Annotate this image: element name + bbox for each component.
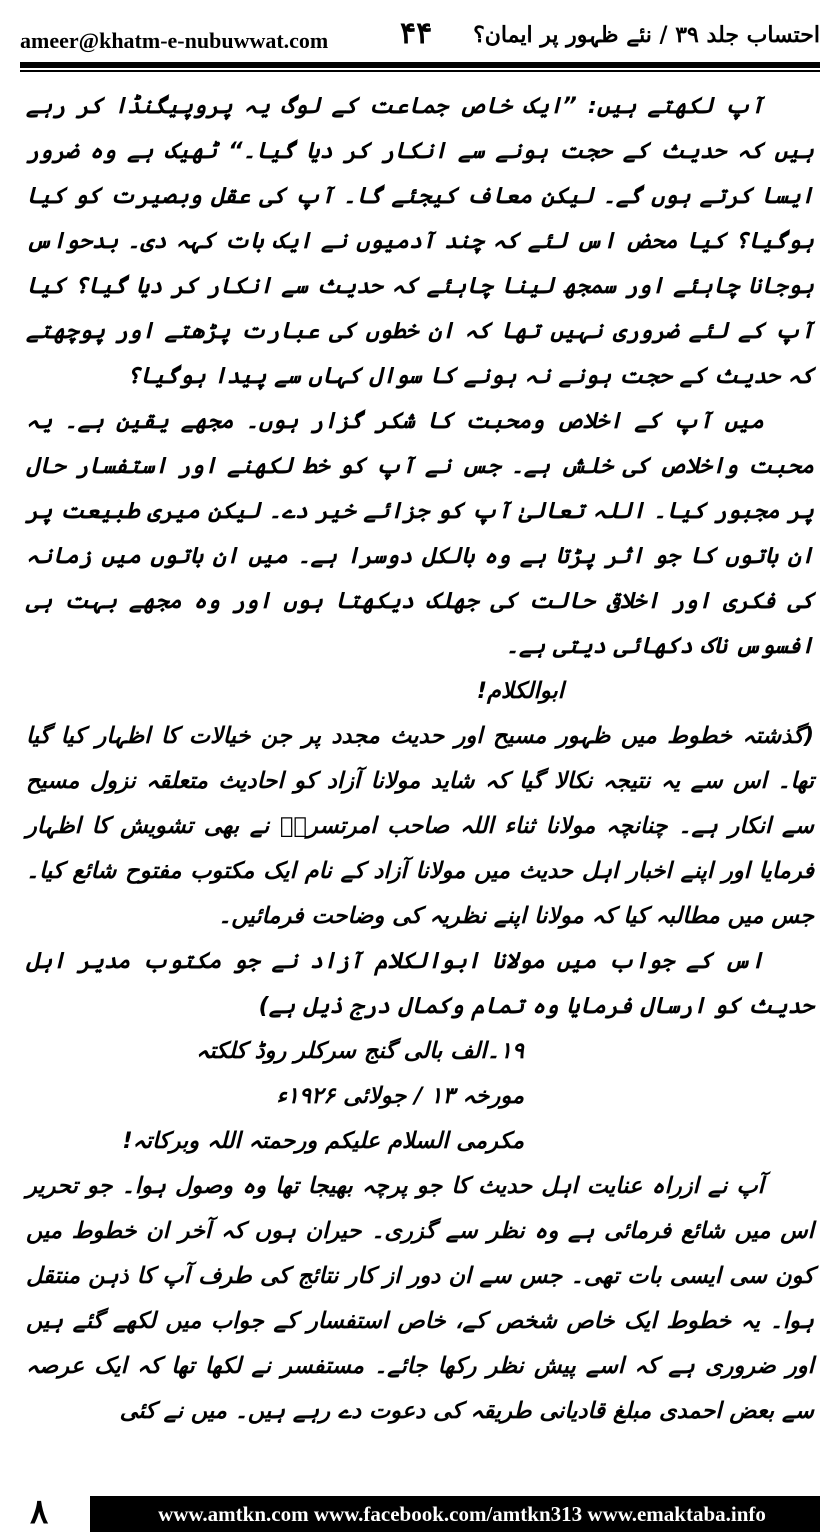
footer-page-number: ۸ [30, 1493, 49, 1531]
bracket-paragraph: (گذشتہ خطوط میں ظہور مسیح اور حدیث مجدد پر جن خیالات کا اظہار کیا گیا تھا۔ اس سے یہ نتیجہ نکالا گیا کہ شاید مولانا آزاد کو احادیث متعلقہ نزول مسیح سے انکار ہے۔ چنانچہ مولانا ثناء اللہ صاحب امرتسریؒ نے بھی تشویش کا اظہار فرمایا اور اپنے اخبار اہل حدیث میں مولانا آزاد کے نام ایک مکتوب مفتوح شائع کیا۔ جس میں مطالبہ کیا کہ مولانا اپنے نظریہ کی وضاحت فرمائیں۔ [26, 723, 814, 929]
header-rule-thick [20, 62, 820, 68]
final-paragraph: آپ نے ازراہ عنایت اہل حدیث کا جو پرچہ بھیجا تھا وہ وصول ہوا۔ جو تحریر اس میں شائع فرمائی ہے وہ نظر سے گزری۔ حیران ہوں کہ آخر ان خطوط میں کون سی ایسی بات تھی۔ جس سے ان دور از کار نتائج کی طرف آپ کا ذہن منتقل ہوا۔ یہ خطوط ایک خاص شخص کے، خاص استفسار کے جواب میں لکھے گئے ہیں اور ضروری ہے کہ اسے پیش نظر رکھا جائے۔ مستفسر نے لکھا تھا کہ ایک عرصہ سے بعض احمدی مبلغ قادیانی طریقہ کی دعوت دے رہے ہیں۔ میں نے کئی [26, 1173, 814, 1424]
page-footer [20, 1492, 820, 1534]
page-header [20, 8, 820, 60]
paragraph-1: آپ لکھتے ہیں: ”ایک خاص جماعت کے لوگ یہ پروپیگنڈا کر رہے ہیں کہ حدیث کے حجت ہونے سے انکار کر دیا گیا۔“ ٹھیک ہے وہ ضرور ایسا کرتے ہوں گے۔ لیکن معاف کیجئے گا۔ آپ کی عقل وبصیرت کو کیا ہوگیا؟ کیا محض اس لئے کہ چند آدمیوں نے ایک بات کہہ دی۔ بدحواس ہوجانا چاہئے اور سمجھ لینا چاہئے کہ حدیث سے انکار کر دیا گیا؟ کیا آپ کے لئے ضروری نہیں تھا کہ ان خطوں کی عبارت پڑھتے اور پوچھتے کہ حدیث کے حجت ہونے نہ ہونے کا سوال کہاں سے پیدا ہوگیا؟ [26, 93, 814, 389]
bracket-paragraph-2: اس کے جواب میں مولانا ابوالکلام آزاد نے جو مکتوب مدیر اہل حدیث کو ارسال فرمایا وہ تمام وکمال درج ذیل ہے) [26, 948, 814, 1019]
address-line-2: مورخہ ۱۳ / جولائی ۱۹۲۶ء [276, 1083, 524, 1109]
address-line-1: ۱۹۔الف بالی گنج سرکلر روڈ کلکتہ [196, 1038, 524, 1064]
signature: ابوالکلام! [476, 678, 564, 704]
header-title: احتساب جلد ۳۹ / نئے ظہور پر ایمان؟ [473, 22, 820, 48]
footer-urls: www.amtkn.com www.facebook.com/amtkn313 www.emaktaba.info [158, 1502, 766, 1526]
page-body [26, 84, 814, 1434]
header-email: ameer@khatm-e-nubuwwat.com [20, 28, 329, 53]
paragraph-2: میں آپ کے اخلاص ومحبت کا شکر گزار ہوں۔ مجھے یقین ہے۔ یہ محبت واخلاص کی خلش ہے۔ جس نے آپ کو خط لکھنے اور استفسار حال پر مجبور کیا۔ اللہ تعالیٰ آپ کو جزائے خیر دے۔ لیکن میری طبیعت پر ان باتوں کا جو اثر پڑتا ہے وہ بالکل دوسرا ہے۔ میں ان باتوں میں زمانہ کی فکری اور اخلاقی حالت کی جھلک دیکھتا ہوں اور وہ مجھے بہت ہی افسوس ناک دکھائی دیتی ہے۔ [26, 408, 814, 659]
header-page-number: ۴۴ [400, 16, 433, 51]
address-line-3: مکرمی السلام علیکم ورحمتہ اللہ وبرکاتہ! [122, 1128, 524, 1154]
header-rule-thin [20, 70, 820, 72]
